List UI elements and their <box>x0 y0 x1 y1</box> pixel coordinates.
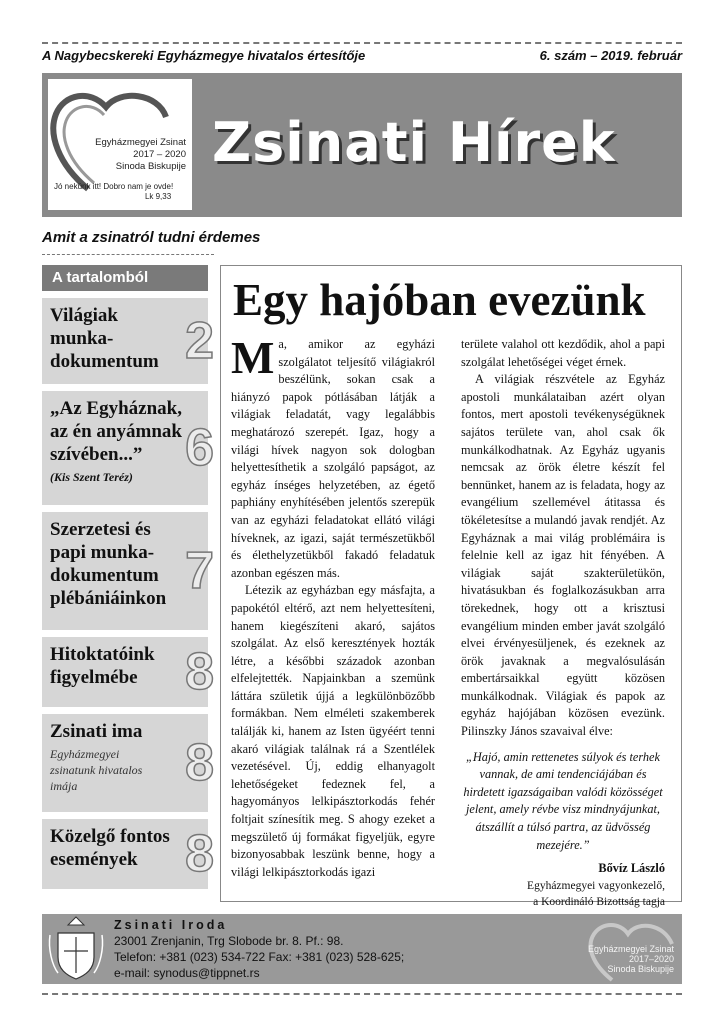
toc-item-title: Szerzetesi és papi munka-dokumentum plébániáinkon <box>50 519 167 609</box>
author-signature <box>461 860 665 910</box>
publisher-line: A Nagybecskereki Egyházmegye hivatalos értesítője <box>42 48 366 63</box>
newsletter-title: Zsinati Hírek <box>212 111 616 174</box>
footer-logo-line-1: Egyházmegyei Zsinat <box>587 944 674 954</box>
article-column-1 <box>231 332 435 881</box>
issue-number: 6. szám – 2019. február <box>539 48 682 63</box>
toc-item-page: 6 <box>185 419 214 477</box>
main-article <box>220 265 682 908</box>
footer-synod-logo <box>572 914 682 984</box>
office-address: 23001 Zrenjanin, Trg Slobode br. 8. Pf.: 98. <box>114 934 344 948</box>
author-role: Egyházmegyei vagyonkezelő, <box>527 879 665 892</box>
logo-line-2: 2017 – 2020 <box>133 149 186 160</box>
toc-item[interactable] <box>42 298 214 384</box>
footer <box>42 914 682 984</box>
toc-item-title: Zsinati ima <box>50 721 143 742</box>
masthead <box>42 73 682 217</box>
article-column-2 <box>461 336 665 910</box>
toc-item-page: 8 <box>185 734 214 792</box>
synod-logo <box>48 79 192 210</box>
office-contact <box>114 917 404 981</box>
footer-logo-line-2: 2017–2020 <box>628 954 674 964</box>
logo-text <box>95 137 186 173</box>
toc-item-subtitle: Egyházmegyei zsinatunk hivatalos imája <box>50 747 143 793</box>
top-line <box>42 48 682 63</box>
office-name: Zsinati Iroda <box>114 918 228 932</box>
toc-item[interactable] <box>42 714 214 812</box>
toc-item-title: Hitoktatóink figyelmébe <box>50 644 155 688</box>
drop-cap: M <box>231 332 275 383</box>
logo-motto <box>54 182 173 202</box>
toc-item-subtitle: (Kis Szent Teréz) <box>50 470 133 484</box>
footer-logo-line-3: Sinoda Biskupije <box>607 964 674 974</box>
article-paragraph: Létezik az egyházban egy másfajta, a papokétól eltérő, azt nem helyettesíteni, hanem kiegészíteni akaró, sajátos szolgálat. Az első keresztények hozták létre, a későbbi századok azonban elfelejtették. Napjainkban a szemünk láttára születik újjá a legkülönbözőbb formákban. Nem elméleti szakemberek találják ki, hanem az Isten ügyéért tenni akaró világiak találnak rá a Szentlélek vezetésével. Új, eddig elhanyagolt lehetőségeket fedeznek fel, a hagyományos lelkipásztorkodás fehér foltjait színesítik meg. S ahogy ezeket a megszülető új formákat figyeljük, egyre bizonyosabbak leszünk benne, hogy a világi lelkipásztorkodás igazi <box>231 583 435 879</box>
article-paragraph: területe valahol ott kezdődik, ahol a papi szolgálat lehetőségei véget érnek. <box>461 337 665 369</box>
toc-item[interactable] <box>42 512 214 630</box>
pilinszky-quote: „Hajó, amin rettenetes súlyok és terhek vannak, de ami tendenciájában és hirdetett igazságaiban valódi közösséget jelent, amely révbe visz mindnyájunkat, átszállít a túlsó partra, az üdvösség mezejére.” <box>463 749 663 852</box>
toc-item[interactable] <box>42 637 214 707</box>
toc-item-page: 2 <box>185 312 214 370</box>
toc-item-title: „Az Egyháznak, az én anyámnak szívében...” <box>50 398 182 465</box>
toc-heading: A tartalomból <box>42 265 208 291</box>
logo-line-1: Egyházmegyei Zsinat <box>95 137 186 148</box>
author-name: Bővíz László <box>598 861 665 876</box>
toc-item[interactable] <box>42 819 214 889</box>
top-divider <box>42 42 682 44</box>
toc-item-page: 7 <box>185 542 214 600</box>
motto-text: Jó nekünk itt! Dobro nam je ovde! <box>54 182 174 191</box>
footer-logo-text <box>588 944 674 974</box>
toc-item-title: Közelgő fontos események <box>50 826 170 870</box>
toc-item-title: Világiak munka-dokumentum <box>50 305 159 372</box>
toc-item[interactable] <box>42 391 214 505</box>
office-phone: Telefon: +381 (023) 534-722 Fax: +381 (023) 528-625; <box>114 950 405 964</box>
article-title: Egy hajóban evezünk <box>233 275 646 325</box>
article-paragraph: A világiak részvétele az Egyház apostoli munkálataiban azért olyan fontos, mert apostoli tevékenységüknek sajátos területe van, ahol csak ők munkálkodhatnak. Az Egyház ugyanis nemcsak az örök életre készít fel bennünket, hanem az is feladata, hogy az evangélium szellemével átitassa és tökéletesítse a mulandó javak rendjét. Az Egyháznak a mai világ problémáira is felelnie kell az igaz hit fényében. A világiak saját szakterületükön, hivatásukban és foglalkozásukban arra törekednek, hogy ott a krisztusi evangélium minden ember javát szolgáló elvei érvényesüljenek, és ezeknek az örök javaknak a megvalósulásán embertársaikkal együtt közösen munkálkodnak. Világiak és papok az egyház hajójában közösen evezünk. Pilinszky János szavaival élve: <box>461 372 665 739</box>
subtitle: Amit a zsinatról tudni érdemes <box>42 229 261 246</box>
paragraph-text: a, amikor az egyházi szolgálatot teljesítő világiakról beszélünk, sokan csak a hiányzó papok pótlásában látják a világiak feladatát, vagy legalábbis meghatározó szerepét. Igaz, hogy a világi hívek nagyon sok dologban helyettesíthetik a szolgáló papságot, az egyház ínséges helyzetében, az égető paphiány enyhítésében jelentős szerepük van az egyházi feladatokat ellátó világi híveknek, az igazi, saját természetükből és élethelyzetükből fakadó feladatuk azonban egészen más. <box>231 337 435 580</box>
motto-ref: Lk 9,33 <box>144 192 172 201</box>
bottom-divider <box>42 993 682 995</box>
author-role: a Koordináló Bizottság tagja <box>533 895 665 908</box>
logo-line-3: Sinoda Biskupije <box>115 161 186 172</box>
coat-of-arms-icon <box>46 915 106 983</box>
office-email[interactable]: e-mail: synodus@tippnet.rs <box>114 966 260 980</box>
toc-item-page: 8 <box>185 825 214 883</box>
article-paragraph <box>231 332 435 582</box>
subtitle-divider <box>42 254 214 255</box>
table-of-contents <box>42 265 214 889</box>
toc-item-page: 8 <box>185 643 214 701</box>
